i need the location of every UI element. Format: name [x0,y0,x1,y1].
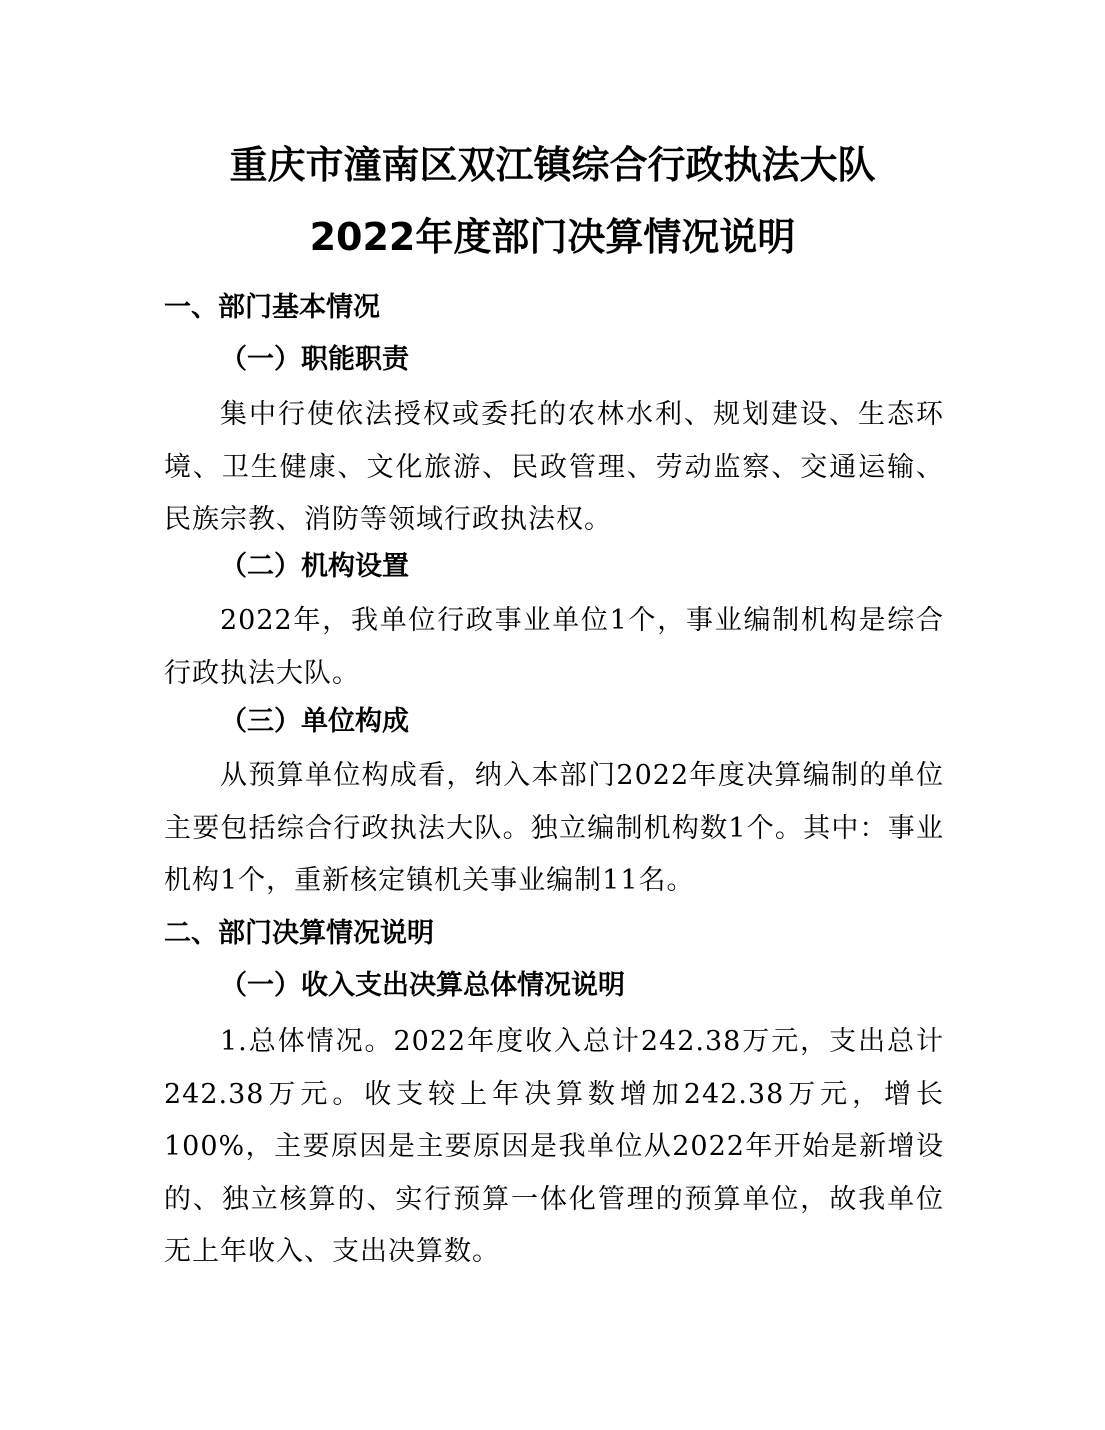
section1-sub3-paragraph: 从预算单位构成看，纳入本部门2022年度决算编制的单位主要包括综合行政执法大队。独立编制机构数1个。其中：事业机构1个，重新核定镇机关事业编制11名。 [164,760,944,896]
section2-sub1-paragraph: 1.总体情况。2022年度收入总计242.38万元，支出总计242.38万元。收支较上年决算数增加242.38万元，增长100%，主要原因是主要原因是我单位从2022年开始是新增设的、独立核算的、实行预算一体化管理的预算单位，故我单位无上年收入、支出决算数。 [164,1026,944,1267]
section1-sub3-heading: （三）单位构成 [220,706,409,737]
section1-sub1-heading: （一）职能职责 [220,344,409,375]
section1-sub1-paragraph: 集中行使依法授权或委托的农林水利、规划建设、生态环境、卫生健康、文化旅游、民政管理、劳动监察、交通运输、民族宗教、消防等领域行政执法权。 [164,399,944,535]
section2-sub1-heading: （一）收入支出决算总体情况说明 [220,970,625,1001]
document-title-line2: 2022年度部门决算情况说明 [309,215,796,259]
section2-heading: 二、部门决算情况说明 [164,918,434,949]
section1-sub2-paragraph: 2022年，我单位行政事业单位1个，事业编制机构是综合行政执法大队。 [164,605,944,689]
section1-sub2-heading: （二）机构设置 [220,551,409,582]
section1-heading: 一、部门基本情况 [164,292,380,323]
document-title-line1: 重庆市潼南区双江镇综合行政执法大队 [229,143,876,187]
